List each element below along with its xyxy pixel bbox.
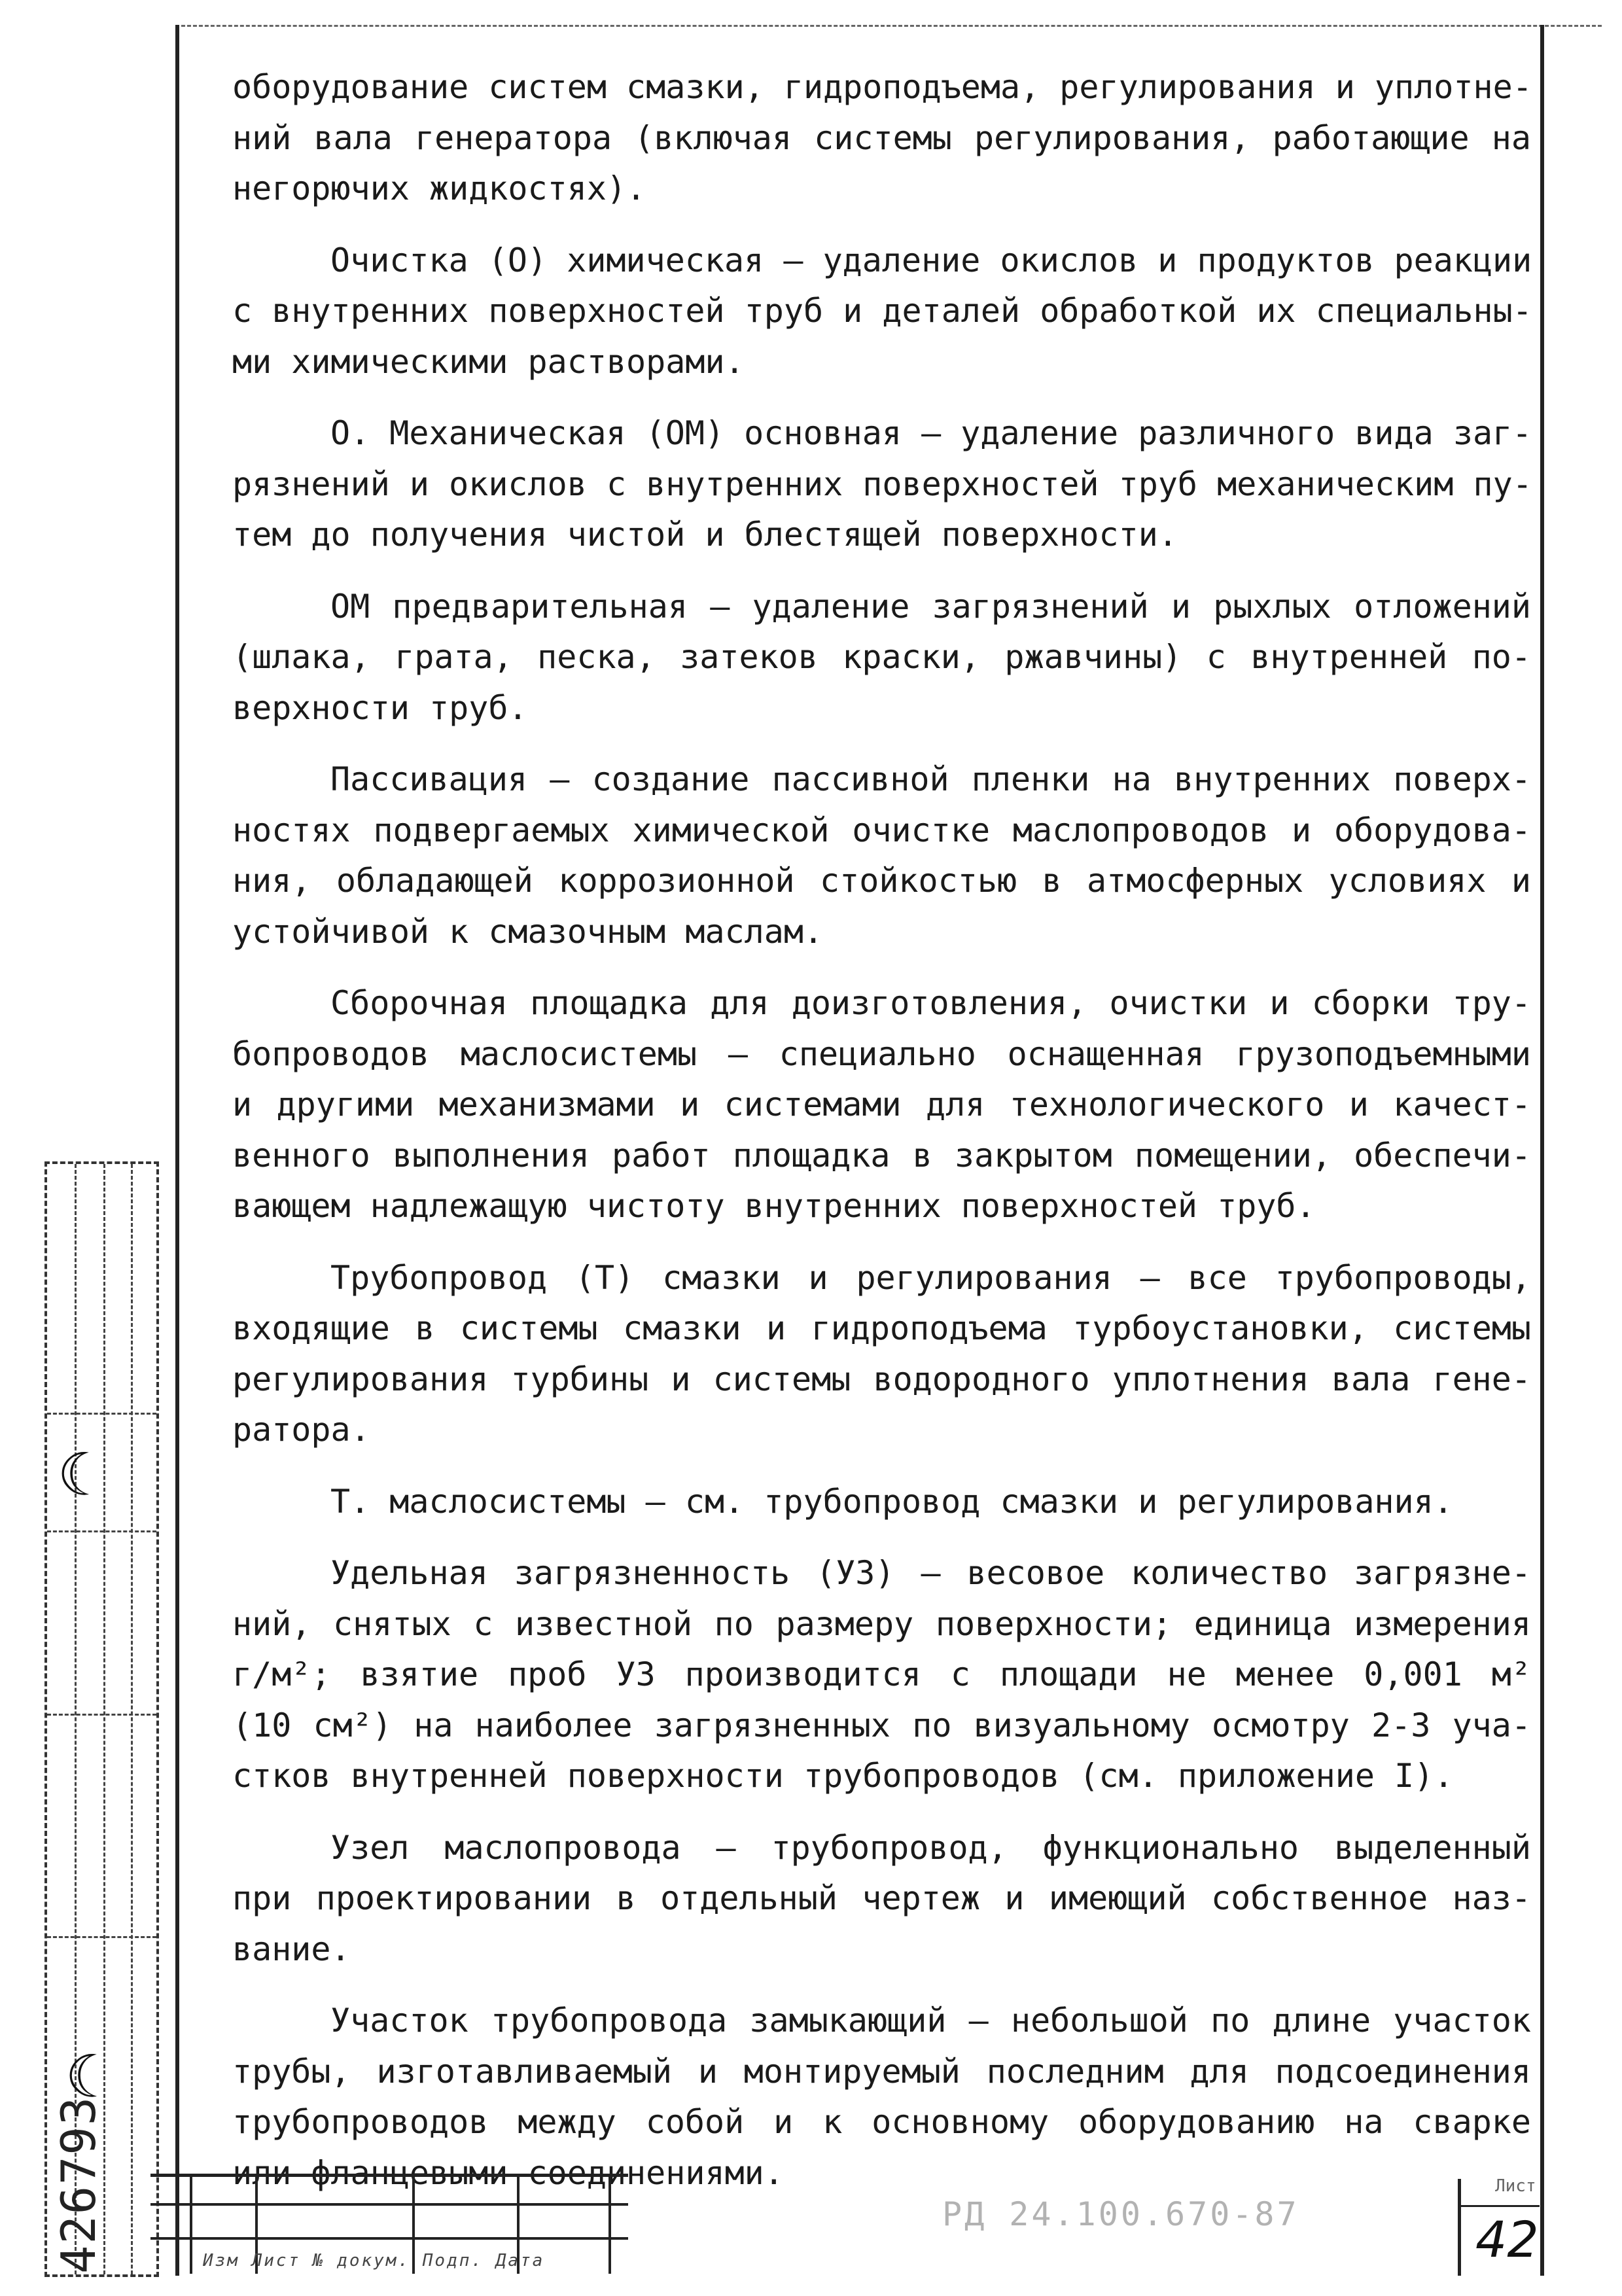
document-body (232, 62, 1531, 2219)
text-line: ний, снятых с известной по размеру поверхности; единица измерения (232, 1604, 1531, 1643)
text-line: трубы, изготавливаемый и монтируемый последним для подсоединения (232, 2052, 1531, 2091)
text-line: при проектировании в отдельный чертеж и имеющий собственное наз- (232, 1879, 1531, 1917)
text-line: устойчивой к смазочным маслам. (232, 912, 824, 951)
text-line: Удельная загрязненность (УЗ) – весовое количество загрязне- (330, 1554, 1531, 1592)
crescent-mark-icon: ☾ (58, 1441, 94, 1510)
paragraph (232, 1253, 1531, 1456)
text-line: Узел маслопровода – трубопровод, функционально выделенный (330, 1828, 1531, 1867)
strip-row-line (47, 1714, 156, 1716)
text-line: Сборочная площадка для доизготовления, очистки и сборки тру- (330, 984, 1531, 1022)
text-line: Участок трубопровода замыкающий – небольшой по длине участок (330, 2002, 1531, 2040)
text-line: с внутренних поверхностей труб и деталей обработкой их специальны- (232, 292, 1532, 330)
document-code: РД 24.100.670-87 (942, 2195, 1299, 2233)
text-line: венного выполнения работ площадка в закрытом помещении, обеспечи- (232, 1136, 1531, 1174)
text-line: рязнений и окислов с внутренних поверхностей труб механическим пу- (232, 465, 1532, 503)
strip-row-line (47, 1936, 156, 1938)
text-line: Т. маслосистемы – см. трубопровод смазки и регулирования. (330, 1482, 1453, 1521)
text-line: Трубопровод (Т) смазки и регулирования – все трубопроводы, (330, 1258, 1531, 1297)
text-line: г/м²; взятие проб УЗ производится с площади не менее 0,001 м² (232, 1655, 1531, 1693)
text-line: О. Механическая (ОМ) основная – удаление различного вида заг- (330, 414, 1532, 452)
text-line: стков внутренней поверхности трубопроводов (см. приложение I). (232, 1757, 1454, 1795)
text-line: и другими механизмами и системами для технологического и качест- (232, 1086, 1531, 1123)
inventory-number: 426793 (51, 2095, 106, 2274)
text-line: вающем надлежащую чистоту внутренних поверхностей труб. (232, 1187, 1316, 1225)
text-line: ми химическими растворами. (232, 342, 745, 381)
text-line: Очистка (О) химическая – удаление окислов и продуктов реакции (330, 241, 1532, 279)
strip-row-line (47, 1413, 156, 1415)
text-line: ОМ предварительная – удаление загрязнений и рыхлых отложений (330, 587, 1531, 626)
sheet-label: Лист (1495, 2176, 1536, 2196)
paragraph (232, 1996, 1531, 2199)
text-line: верхности труб. (232, 688, 528, 727)
sheet-box-divider (1461, 2205, 1540, 2207)
text-line: входящие в системы смазки и гидроподъема турбоустановки, системы (232, 1309, 1531, 1347)
text-line: тем до получения чистой и блестящей поверхности. (232, 516, 1178, 554)
paragraph (232, 62, 1531, 215)
text-line: трубопроводов между собой и к основному оборудованию на сварке (232, 2103, 1531, 2141)
paragraph (232, 236, 1531, 388)
text-line: регулирования турбины и системы водородного уплотнения вала гене- (232, 1360, 1531, 1398)
page-number: 42 (1475, 2210, 1539, 2269)
text-line: бопроводов маслосистемы – специально оснащенная грузоподъемными (232, 1034, 1531, 1073)
crescent-mark-icon: ☾ (65, 2043, 101, 2111)
text-line: (шлака, грата, песка, затеков краски, ржавчины) с внутренней по- (232, 638, 1531, 676)
stamp-row-line (150, 2203, 628, 2206)
text-line: ния, обладающей коррозионной стойкостью в атмосферных условиях и (232, 862, 1531, 900)
stamp-col-line (190, 2177, 192, 2274)
paragraph (232, 582, 1531, 734)
paragraph (232, 1548, 1531, 1802)
paragraph (232, 754, 1531, 957)
text-line: или фланцевыми соединениями. (232, 2153, 784, 2192)
paragraph (232, 1477, 1531, 1528)
text-line: ратора. (232, 1411, 370, 1449)
stamp-col-line (608, 2177, 611, 2274)
paragraph (232, 1823, 1531, 1975)
text-line: ний вала генератора (включая системы регулирования, работающие на (232, 118, 1531, 157)
text-line: ностях подвергаемых химической очистке маслопроводов и оборудова- (232, 811, 1531, 849)
text-line: вание. (232, 1930, 351, 1968)
text-line: негорючих жидкостях). (232, 169, 646, 207)
text-line: Пассивация – создание пассивной пленки на внутренних поверх- (330, 760, 1531, 798)
strip-divider (131, 1164, 133, 2274)
stamp-caption: Изм Лист № докум. Подп. Дата (203, 2251, 545, 2270)
stamp-row-line (150, 2237, 628, 2240)
paragraph (232, 978, 1531, 1232)
text-line: оборудование систем смазки, гидроподъема, регулирования и уплотне- (232, 68, 1532, 106)
text-line: (10 см²) на наиболее загрязненных по визуальному осмотру 2-3 уча- (232, 1706, 1531, 1744)
paragraph (232, 408, 1531, 561)
strip-row-line (47, 1530, 156, 1532)
